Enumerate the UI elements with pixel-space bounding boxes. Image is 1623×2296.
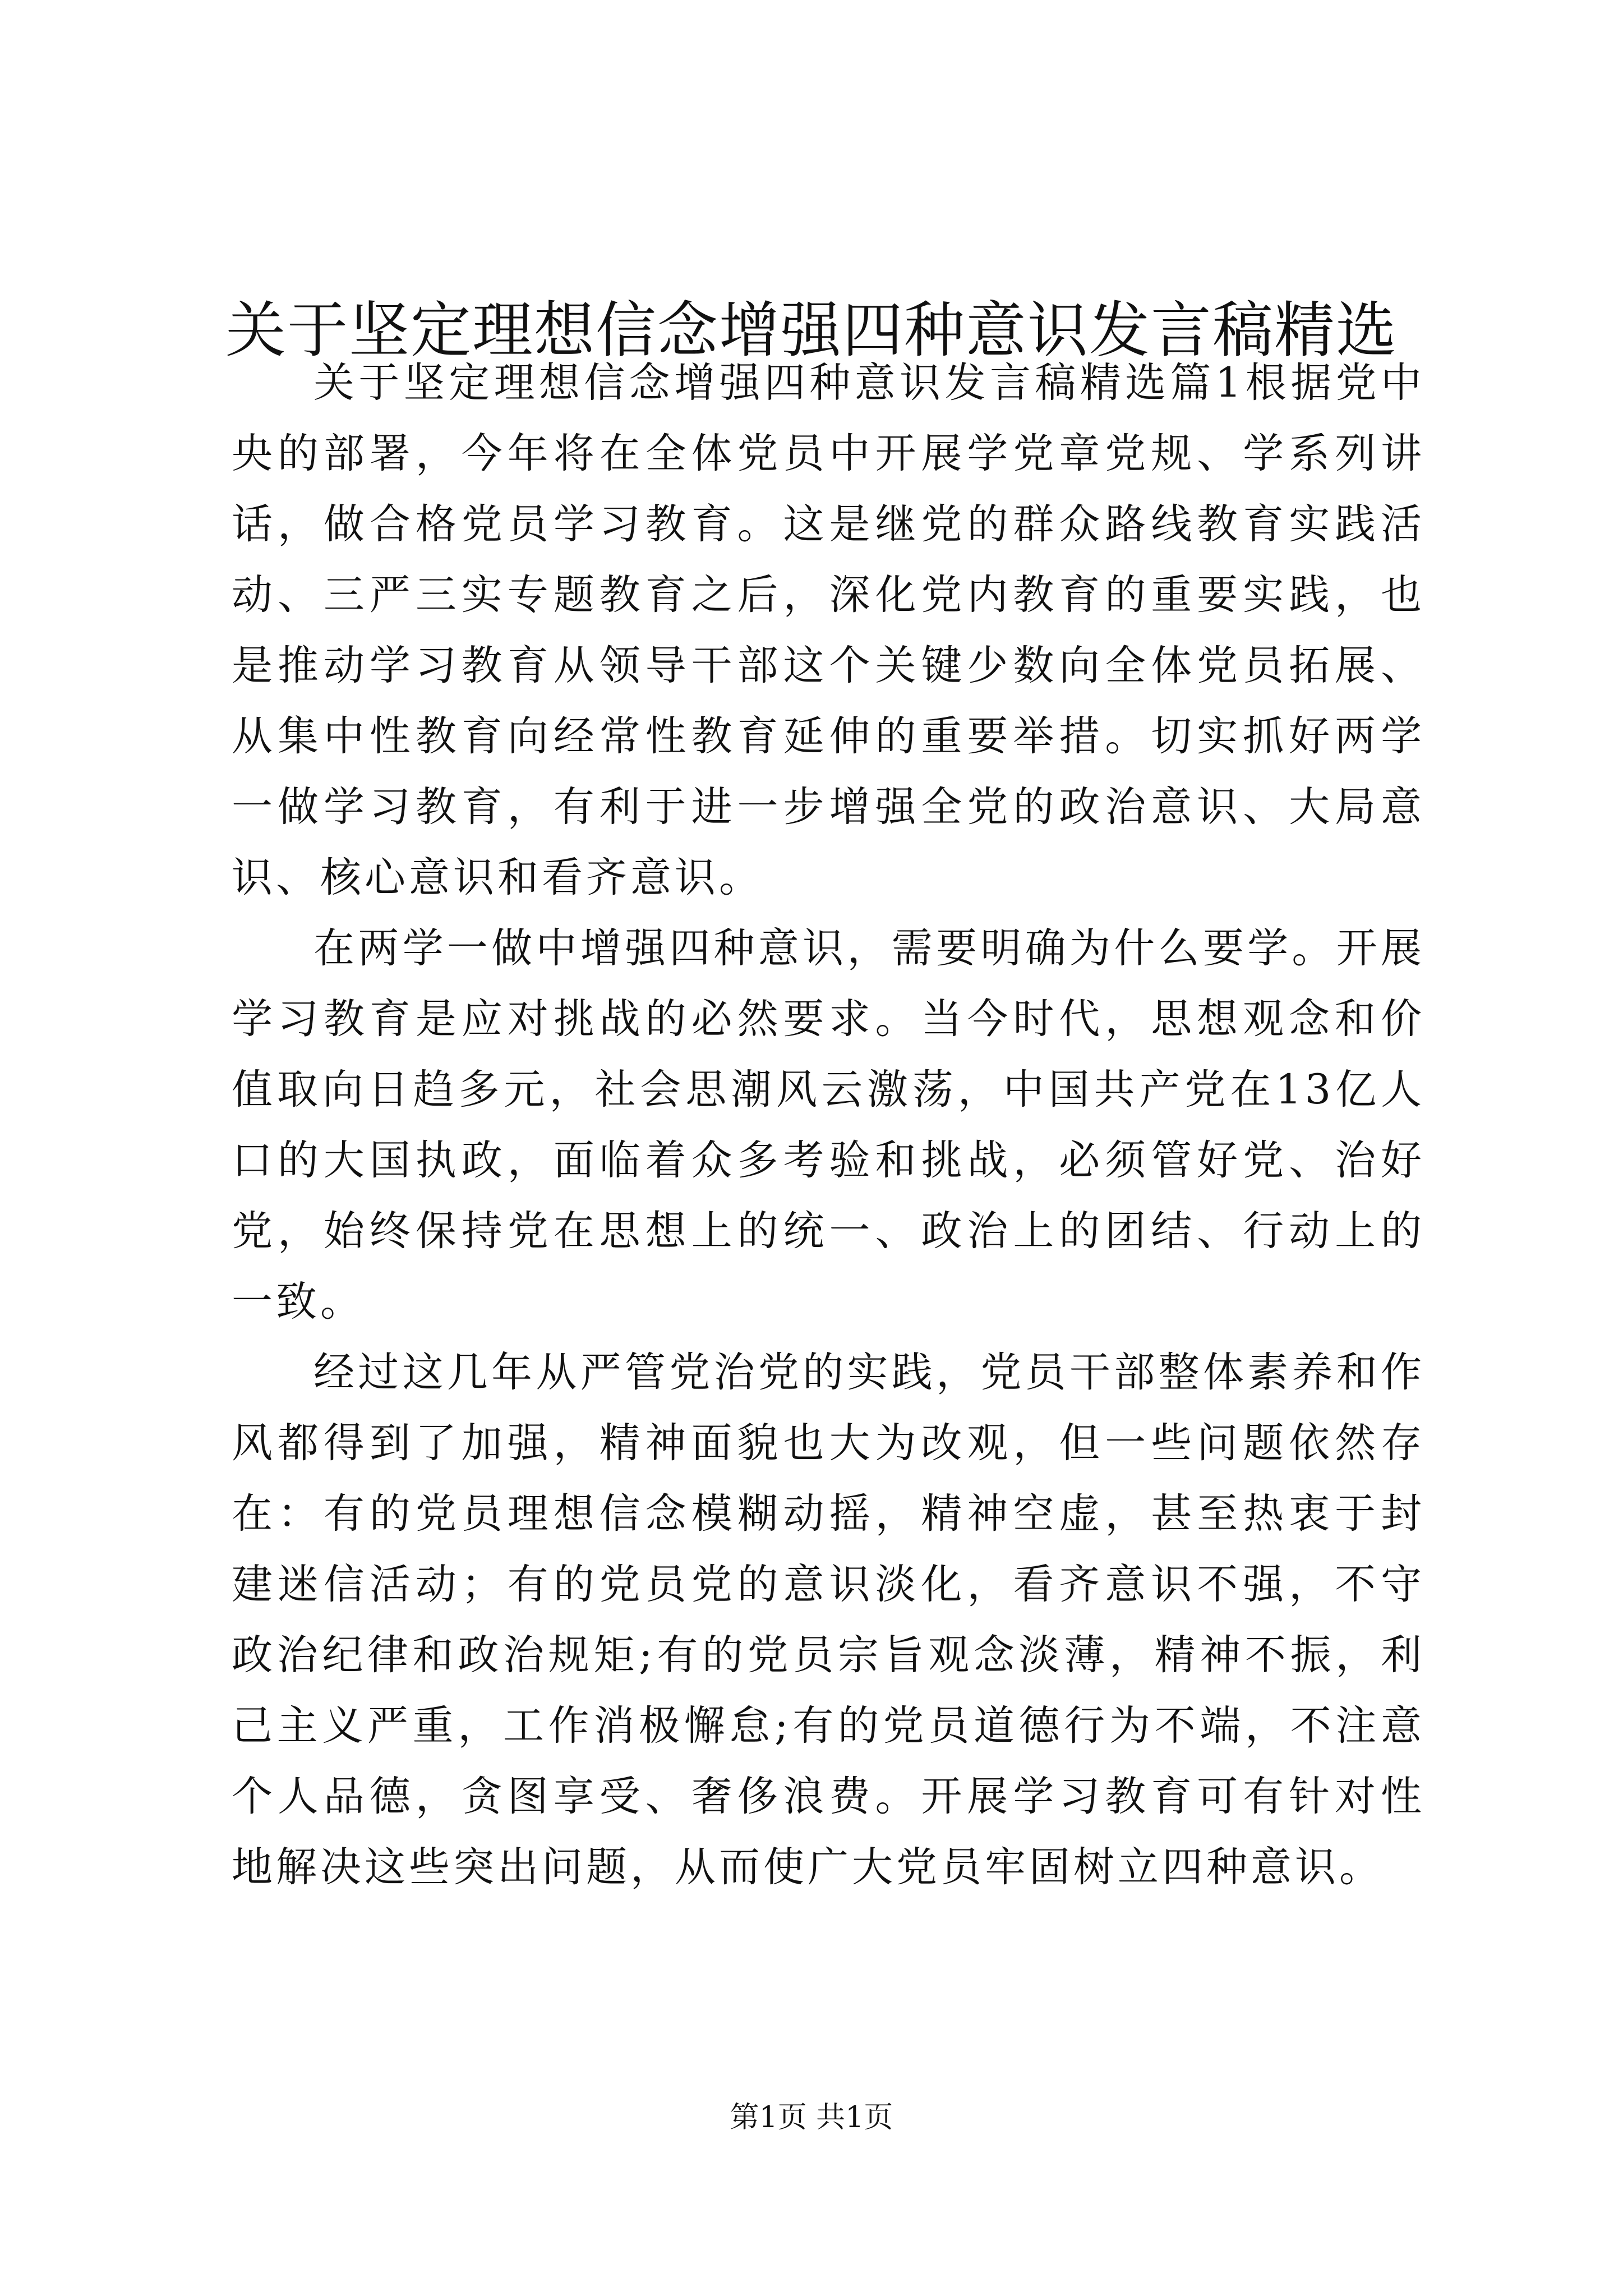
- paragraph-3: 经过这几年从严管党治党的实践，党员干部整体素养和作风都得到了加强，精神面貌也大为改观，但一些问题依然存在：有的党员理想信念模糊动摇，精神空虚，甚至热衷于封建迷信活动；有的党员党的意识淡化，看齐意识不强，不守政治纪律和政治规矩;有的党员宗旨观念淡薄，精神不振，利己主义严重，工作消极懈怠;有的党员道德行为不端，不注意个人品德，贪图享受、奢侈浪费。开展学习教育可有针对性地解决这些突出问题，从而使广大党员牢固树立四种意识。: [232, 1349, 1425, 1891]
- document-title: 关于坚定理想信念增强四种意识发言稿精选: [225, 296, 1398, 366]
- page-number-footer: 第1页 共1页: [730, 2101, 893, 2134]
- paragraph-1: 关于坚定理想信念增强四种意识发言稿精选篇1根据党中央的部署，今年将在全体党员中开展学党章党规、学系列讲话，做合格党员学习教育。这是继党的群众路线教育实践活动、三严三实专题教育之后，深化党内教育的重要实践，也是推动学习教育从领导干部这个关键少数向全体党员拓展、从集中性教育向经常性教育延伸的重要举措。切实抓好两学一做学习教育，有利于进一步增强全党的政治意识、大局意识、核心意识和看齐意识。: [232, 359, 1425, 901]
- document-body: [232, 348, 1425, 1903]
- paragraph-2: 在两学一做中增强四种意识，需要明确为什么要学。开展学习教育是应对挑战的必然要求。当今时代，思想观念和价值取向日趋多元，社会思潮风云激荡，中国共产党在13亿人口的大国执政，面临着众多考验和挑战，必须管好党、治好党，始终保持党在思想上的统一、政治上的团结、行动上的一致。: [232, 924, 1425, 1326]
